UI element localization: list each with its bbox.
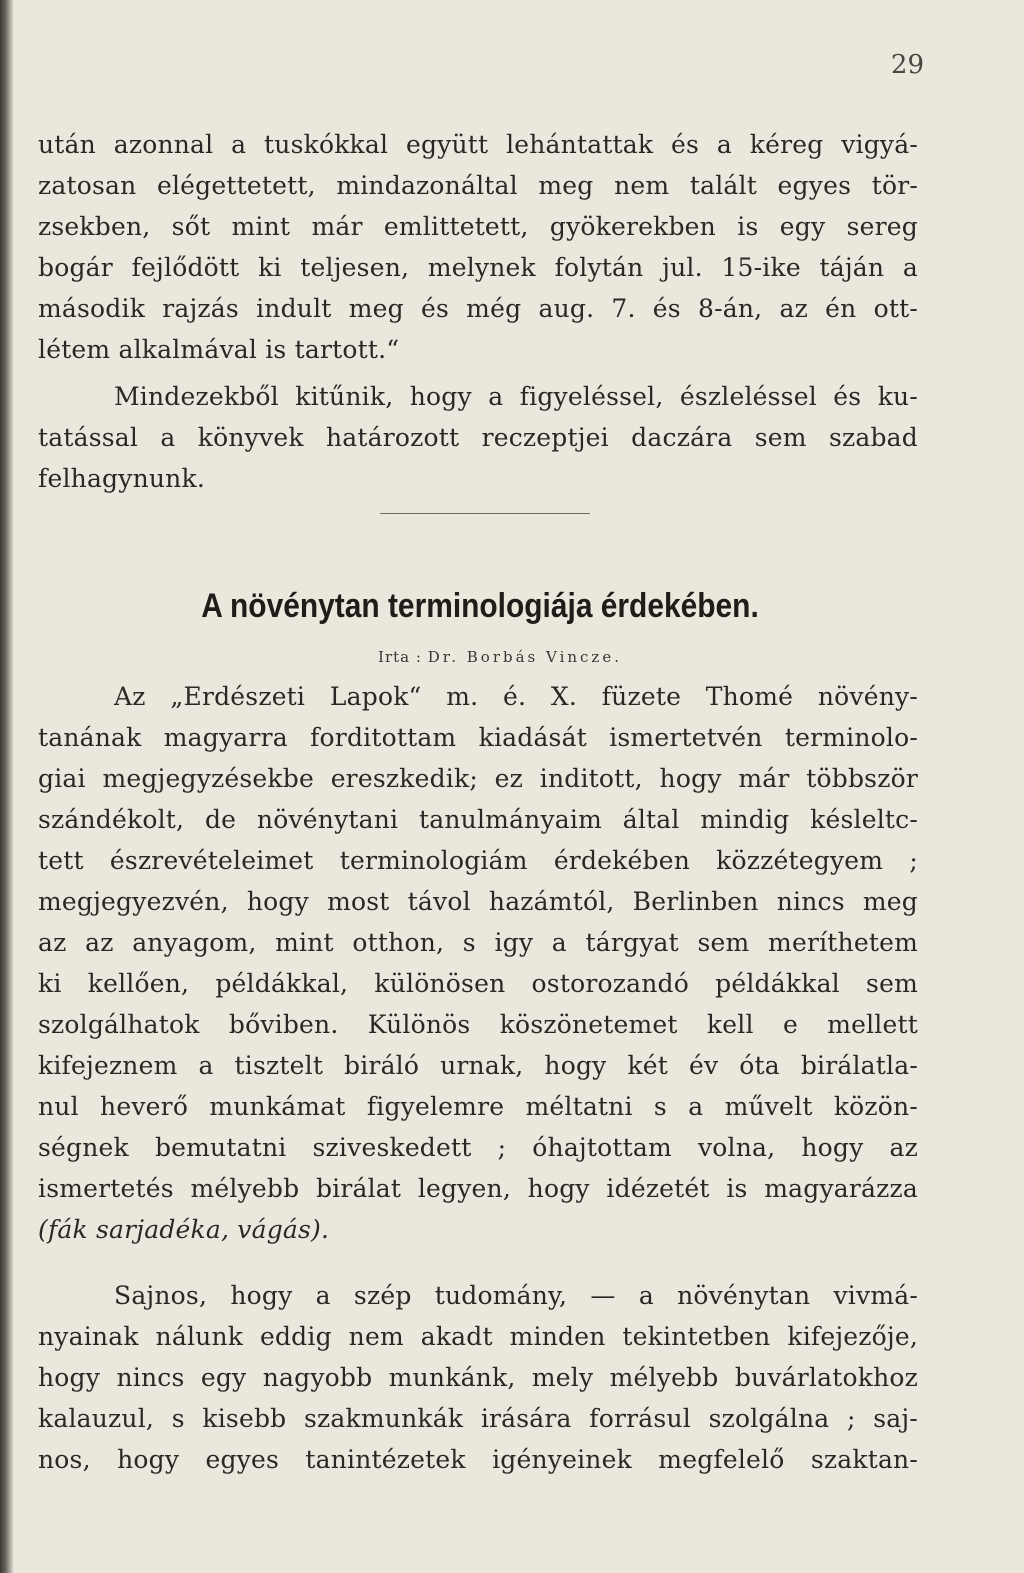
paragraph-line: nyainak nálunk eddig nem akadt minden tekintetben kifejezője, <box>38 1322 918 1351</box>
paragraph-line: tatással a könyvek határozott reczeptjei daczára sem szabad <box>38 423 918 452</box>
paragraph-line: szolgálhatok bőviben. Különös köszönetemet kell e mellett <box>38 1010 918 1039</box>
paragraph-line: hogy nincs egy nagyobb munkánk, mely mélyebb buvárlatokhoz <box>38 1363 918 1392</box>
paragraph-line: után azonnal a tuskókkal együtt lehántattak és a kéreg vigyá- <box>38 130 918 159</box>
paragraph-line: felhagynunk. <box>38 464 205 493</box>
paragraph-line: nul heverő munkámat figyelemre méltatni s a művelt közön- <box>38 1092 918 1121</box>
paragraph-line: zsekben, sőt mint már emlittetett, gyökerekben is egy sereg <box>38 212 918 241</box>
page-number: 29 <box>890 50 924 80</box>
paragraph-line: nos, hogy egyes tanintézetek igényeinek megfelelő szaktan- <box>38 1445 918 1474</box>
paragraph-line: kifejeznem a tisztelt biráló urnak, hogy két év óta birálatla- <box>38 1051 918 1080</box>
paragraph-line: Az „Erdészeti Lapok“ m. é. X. füzete Thomé növény- <box>114 682 918 711</box>
paragraph-line: Sajnos, hogy a szép tudomány, — a növénytan vivmá- <box>114 1281 918 1310</box>
paragraph-line: tett észrevételeimet terminologiám érdekében közzétegyem ; <box>38 846 918 875</box>
book-spine-shadow <box>0 0 14 1573</box>
paragraph-line: szándékolt, de növénytani tanulmányaim által mindig késleltc- <box>38 805 918 834</box>
section-divider <box>380 513 590 514</box>
paragraph-line: tanának magyarra forditottam kiadását ismertetvén terminolo- <box>38 723 918 752</box>
paragraph-line: Mindezekből kitűnik, hogy a figyeléssel, észleléssel és ku- <box>114 382 918 411</box>
paragraph-1 <box>38 124 918 370</box>
paragraph-2 <box>38 376 918 499</box>
paragraph-line: ismertetés mélyebb birálat legyen, hogy idézetét is magyarázza <box>38 1174 918 1203</box>
byline-author: Dr. Borbás Vincze. <box>427 648 622 666</box>
paragraph-line: bogár fejlődött ki teljesen, melynek folytán jul. 15-ike táján a <box>38 253 918 282</box>
paragraph-line: (fák sarjadéka, vágás). <box>38 1215 330 1244</box>
paragraph-3 <box>38 676 918 1250</box>
article-byline <box>200 646 800 668</box>
paragraph-line: ki kellően, példákkal, különösen ostorozandó példákkal sem <box>38 969 918 998</box>
paragraph-line: giai megjegyzésekbe ereszkedik; ez inditott, hogy már többször <box>38 764 918 793</box>
paragraph-4 <box>38 1275 918 1480</box>
paragraph-line: második rajzás indult meg és még aug. 7. és 8-án, az én ott- <box>38 294 918 323</box>
article-title: A növénytan terminologiája érdekében. <box>201 587 759 625</box>
byline-prefix: Irta : <box>378 648 422 666</box>
paragraph-line: az az anyagom, mint otthon, s igy a tárgyat sem meríthetem <box>38 928 918 957</box>
paragraph-line: kalauzul, s kisebb szakmunkák irására forrásul szolgálna ; saj- <box>38 1404 918 1433</box>
paragraph-line: ségnek bemutatni sziveskedett ; óhajtottam volna, hogy az <box>38 1133 918 1162</box>
paragraph-line: zatosan elégettetett, mindazonáltal meg nem talált egyes tör- <box>38 171 918 200</box>
paragraph-line: létem alkalmával is tartott.“ <box>38 335 400 364</box>
paragraph-line: megjegyezvén, hogy most távol hazámtól, Berlinben nincs meg <box>38 887 918 916</box>
